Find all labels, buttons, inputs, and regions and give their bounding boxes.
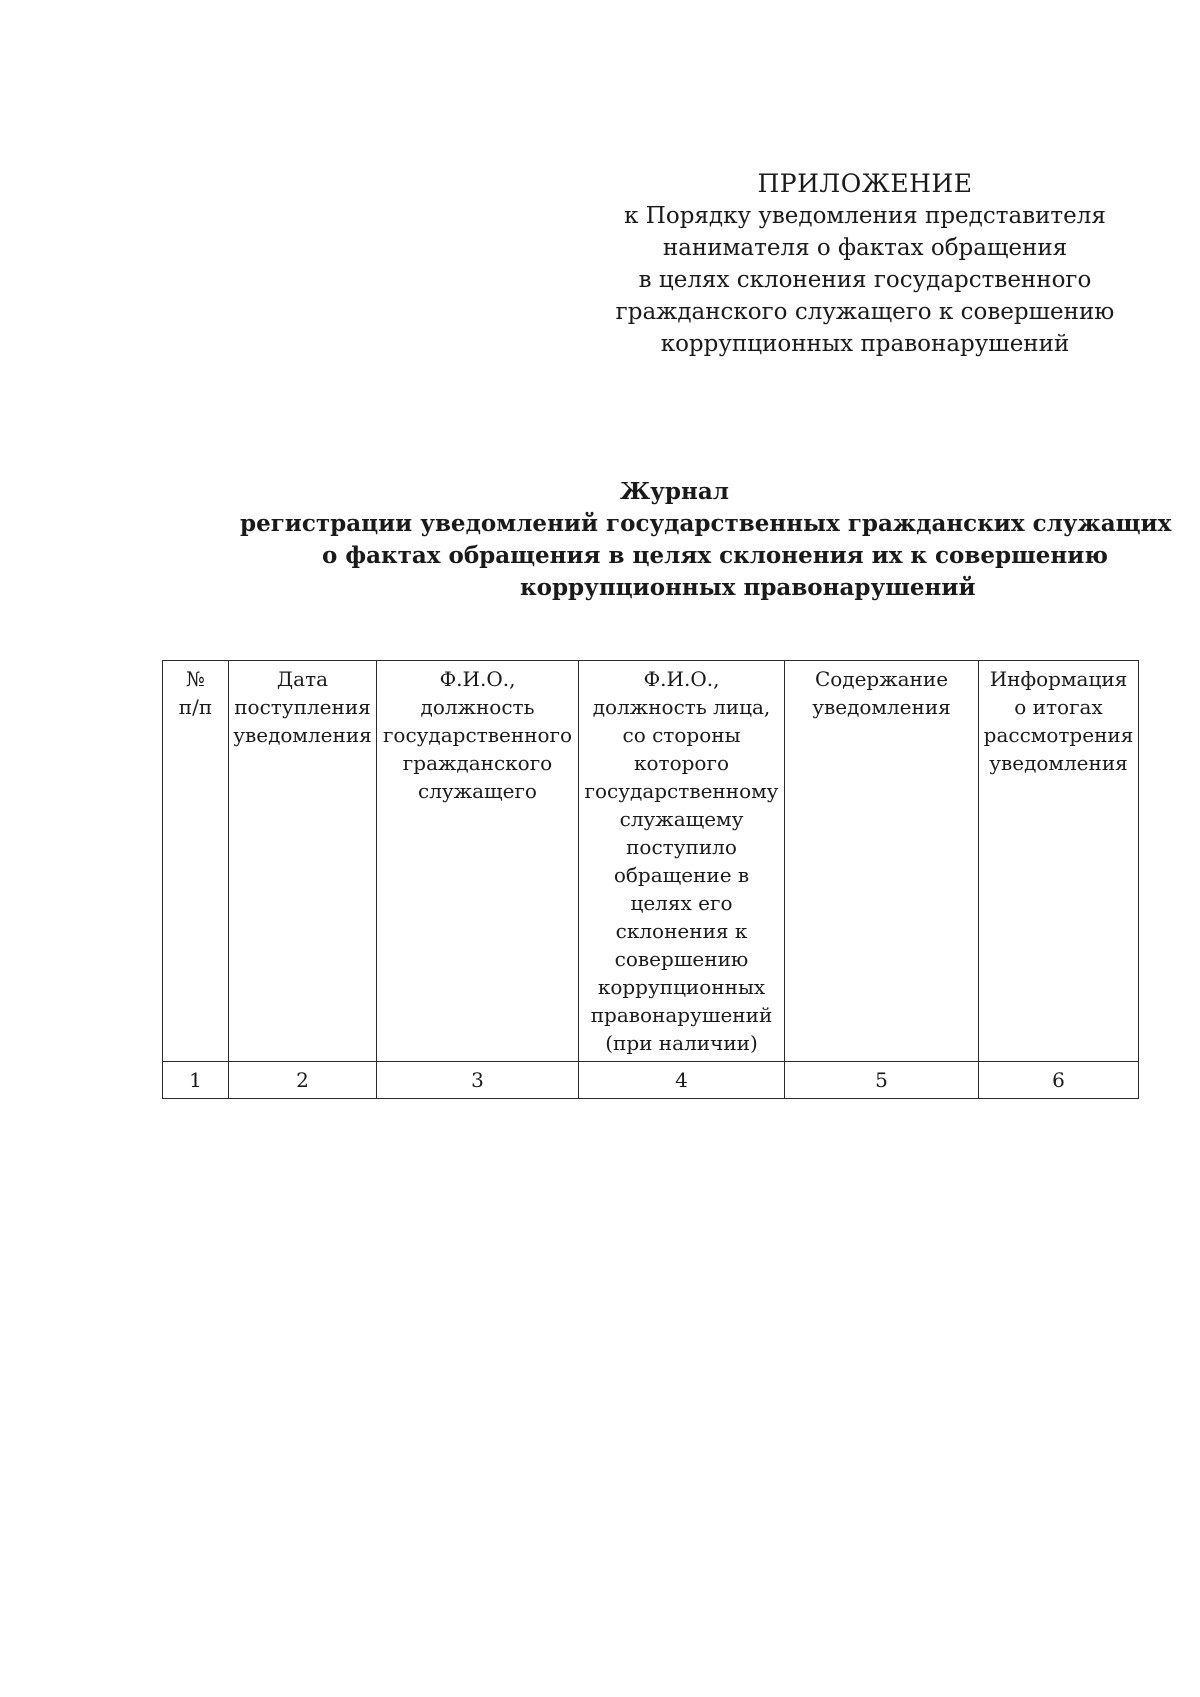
table-header-row	[163, 661, 1139, 1062]
appendix-line: гражданского служащего к совершению	[615, 299, 1115, 325]
header-text-line: служащего	[418, 779, 537, 803]
header-text-line: поступило	[626, 835, 737, 859]
appendix-line: к Порядку уведомления представителя	[624, 203, 1106, 229]
column-number-cell: 5	[785, 1062, 979, 1099]
header-cell-employee	[377, 661, 579, 1062]
journal-subtitle-line: о фактах обращения в целях склонения их к совершению	[322, 542, 1108, 569]
register-table	[162, 660, 1139, 1099]
journal-title: Журнал	[620, 478, 729, 505]
header-text-line: Ф.И.О.,	[439, 667, 516, 691]
journal-subtitle-line: коррупционных правонарушений	[520, 574, 976, 601]
header-text-line: Информация	[989, 667, 1128, 691]
header-text-line: рассмотрения	[983, 723, 1134, 747]
header-text-line: правонарушений	[590, 1003, 773, 1027]
header-text-line: совершению	[614, 947, 749, 971]
header-cell-content	[785, 661, 979, 1062]
header-text-line: Содержание	[814, 667, 949, 691]
header-text-line: которого	[633, 751, 729, 775]
header-text-line: обращение в	[613, 863, 750, 887]
header-text-line: поступления	[234, 695, 371, 719]
header-text-line: служащему	[619, 807, 744, 831]
appendix-line: коррупционных правонарушений	[660, 331, 1070, 357]
header-cell-date	[229, 661, 377, 1062]
header-text-line: п/п	[178, 695, 213, 719]
column-number-cell: 4	[579, 1062, 785, 1099]
header-cell-number	[163, 661, 229, 1062]
appendix-title: ПРИЛОЖЕНИЕ	[757, 169, 973, 198]
header-text-line: о итогах	[1014, 695, 1103, 719]
header-text-line: Ф.И.О.,	[643, 667, 720, 691]
header-text-line: государственного	[382, 723, 573, 747]
header-text-line: №	[186, 667, 205, 691]
header-cell-result	[979, 661, 1139, 1062]
header-text-line: (при наличии)	[605, 1031, 758, 1055]
header-text-line: должность	[420, 695, 535, 719]
appendix-line: нанимателя о фактах обращения	[662, 235, 1068, 261]
header-text-line: должность лица,	[592, 695, 771, 719]
column-number-cell: 1	[163, 1062, 229, 1099]
header-text-line: гражданского	[402, 751, 553, 775]
header-text-line: уведомления	[233, 723, 372, 747]
header-cell-appealer	[579, 661, 785, 1062]
header-text-line: уведомления	[812, 695, 951, 719]
journal-subtitle-line: регистрации уведомлений государственных гражданских служащих	[240, 510, 1172, 537]
column-number-cell: 6	[979, 1062, 1139, 1099]
header-text-line: Дата	[276, 667, 329, 691]
column-number-cell: 3	[377, 1062, 579, 1099]
header-text-line: государственному	[584, 779, 779, 803]
header-text-line: уведомления	[989, 751, 1128, 775]
appendix-line: в целях склонения государственного	[638, 267, 1092, 293]
appendix-block	[600, 168, 1130, 360]
column-number-cell: 2	[229, 1062, 377, 1099]
table-row	[163, 1062, 1139, 1099]
journal-heading	[160, 476, 1172, 604]
header-text-line: целях его	[630, 891, 733, 915]
header-text-line: со стороны	[622, 723, 741, 747]
header-text-line: склонения к	[615, 919, 748, 943]
header-text-line: коррупционных	[597, 975, 766, 999]
